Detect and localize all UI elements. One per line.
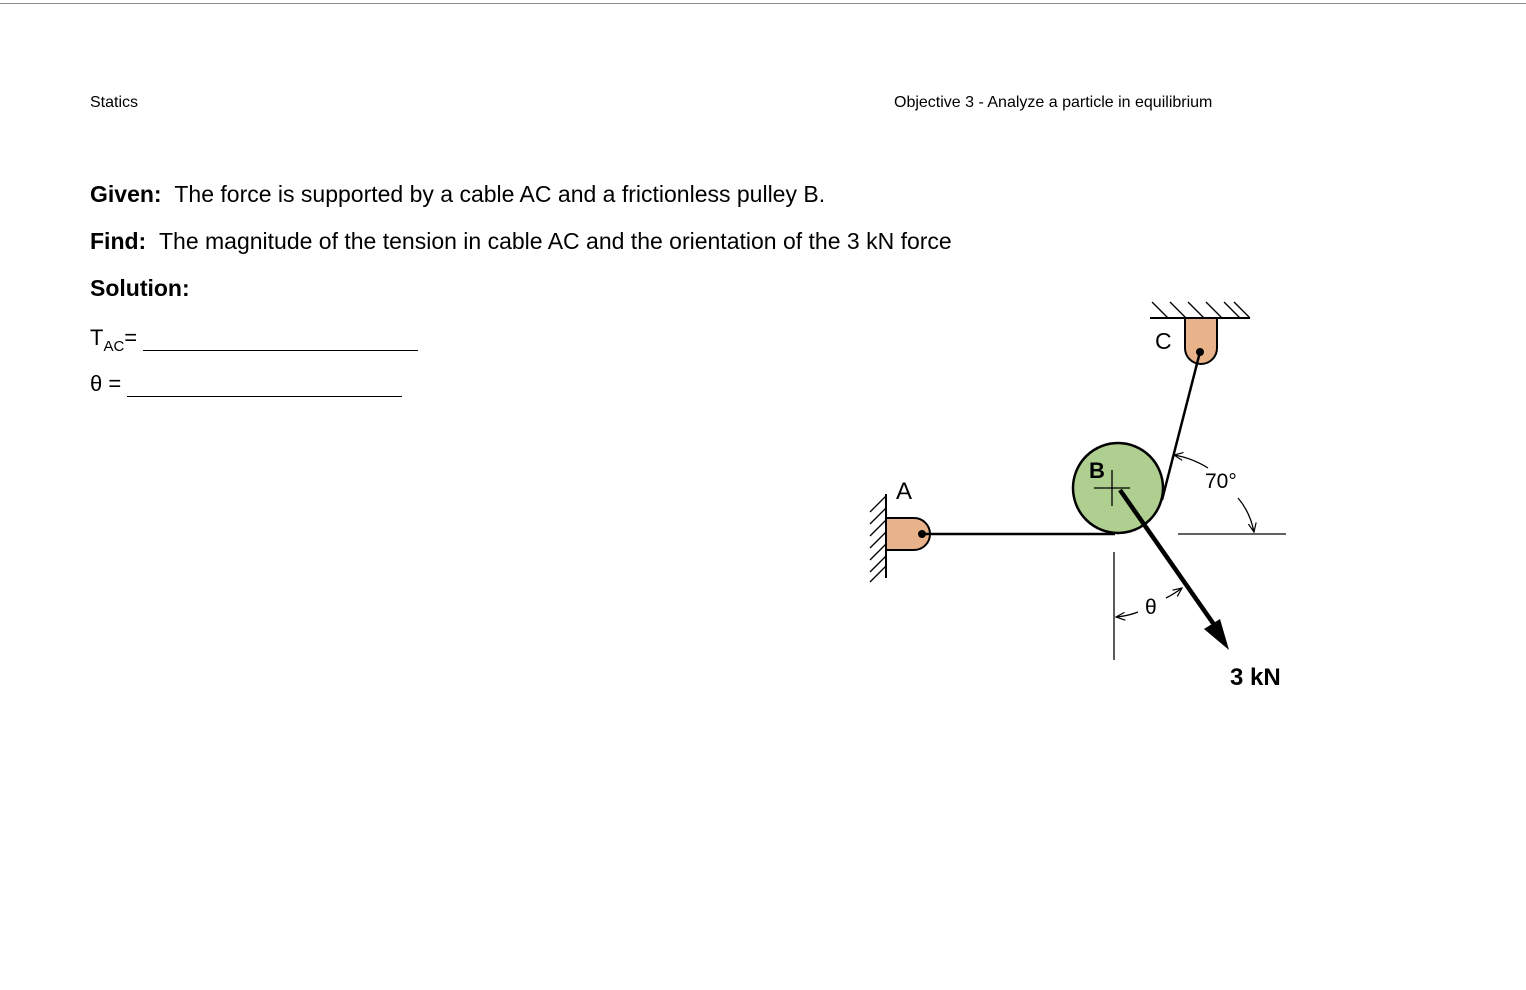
course-title: Statics (90, 94, 139, 111)
theta-label: θ (1145, 596, 1157, 619)
given-text: The force is supported by a cable AC and a frictionless pulley B. (174, 181, 826, 207)
label-b: B (1089, 458, 1105, 483)
solution-label: Solution: (90, 275, 190, 301)
theta-arc-right (1166, 588, 1182, 598)
objective-title: Objective 3 - Analyze a particle in equilibrium (894, 94, 1213, 111)
cable-bc (1162, 352, 1200, 500)
angle-arc-70-lower (1238, 498, 1254, 532)
force-label: 3 kN (1230, 664, 1281, 691)
label-a: A (896, 478, 913, 505)
find-label: Find: (90, 228, 147, 254)
angle-label-70: 70° (1205, 470, 1237, 493)
tac-symbol: T (90, 325, 104, 350)
theta-symbol: θ = (90, 371, 122, 396)
tac-subscript: AC (103, 338, 125, 355)
given-label: Given: (90, 181, 162, 207)
find-text: The magnitude of the tension in cable AC and the orientation of the 3 kN force (158, 228, 952, 254)
bracket-c (1185, 318, 1217, 364)
label-c: C (1155, 328, 1172, 354)
theta-arc-left (1116, 612, 1138, 617)
tac-equals: = (124, 325, 138, 350)
ceiling-support-c (1150, 302, 1250, 318)
angle-arc-70-upper (1174, 455, 1208, 468)
wall-support-a (870, 494, 886, 582)
force-arrow-head (1204, 619, 1229, 650)
force-arrow-3kn (1120, 490, 1222, 636)
